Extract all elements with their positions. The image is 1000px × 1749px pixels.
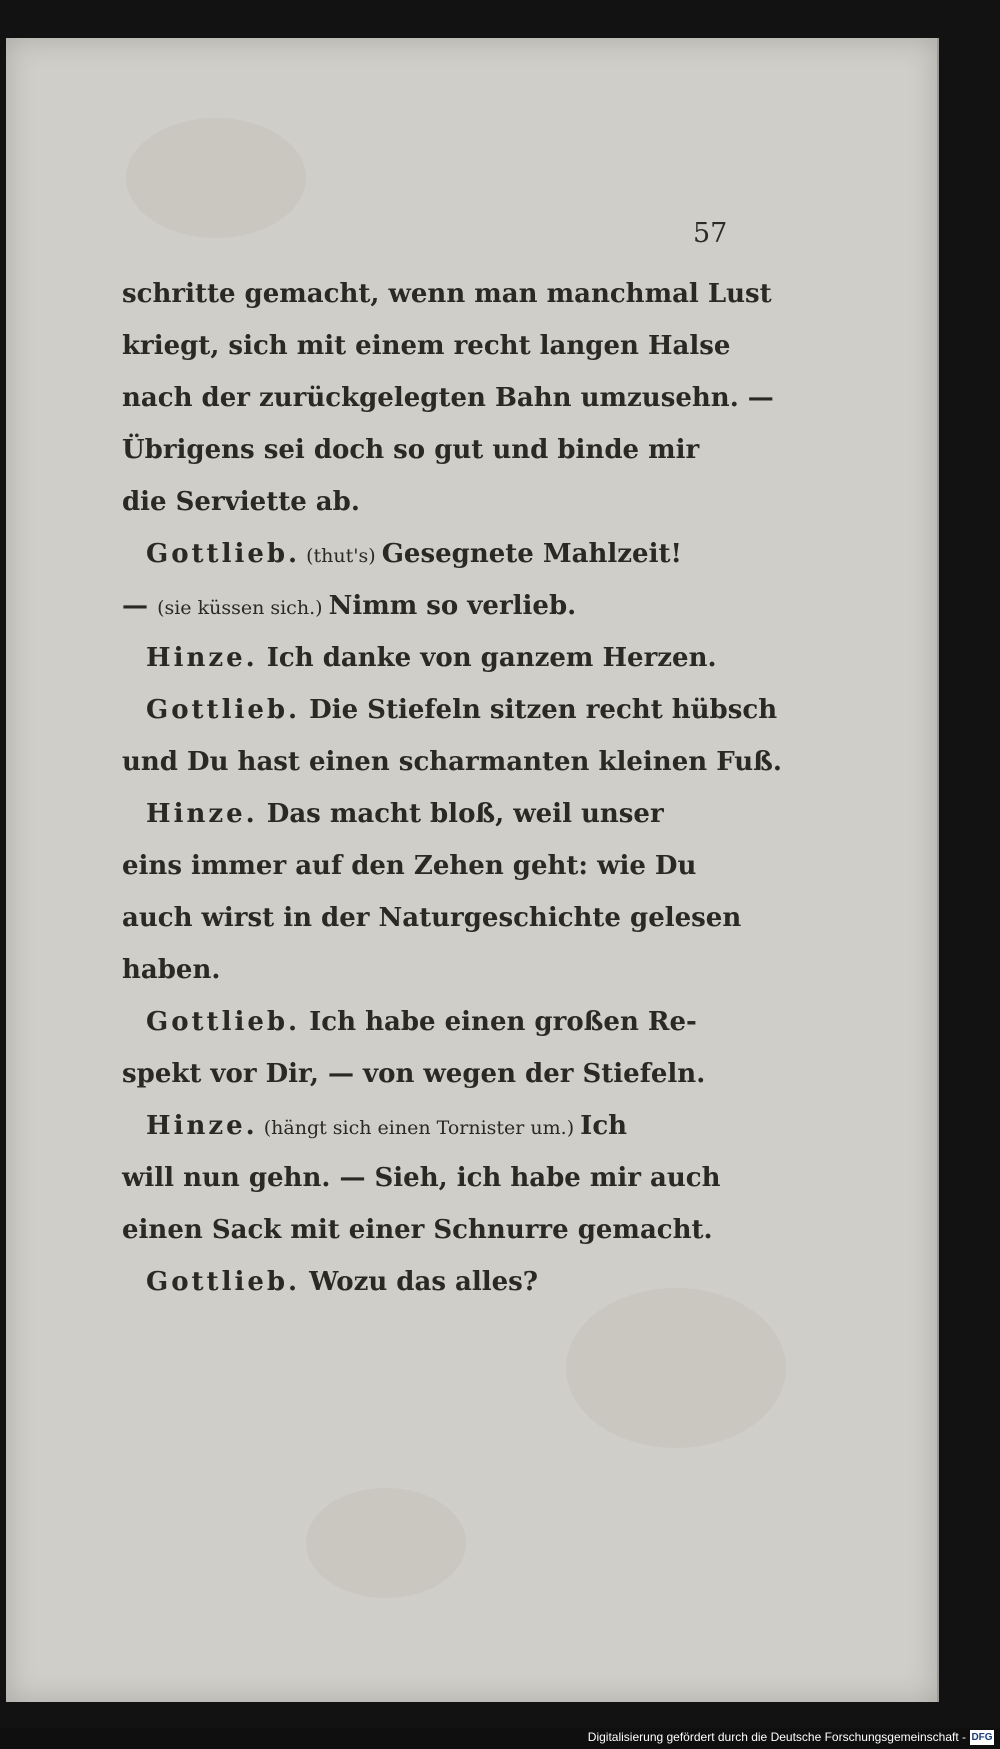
dfg-logo: DFG [971, 1732, 993, 1743]
text-line [122, 580, 732, 632]
paper-stain [566, 1288, 786, 1448]
line-text: die Serviette ab. [122, 487, 360, 517]
paper-stain [126, 118, 306, 238]
text-line [122, 1152, 732, 1204]
line-text: auch wirst in der Naturgeschichte gelesen [122, 903, 742, 933]
line-text: Ich danke von ganzem Herzen. [257, 643, 717, 673]
text-line [122, 632, 732, 684]
stage-direction: (hängt sich einen Tornister um.) [257, 1117, 581, 1139]
line-text: einen Sack mit einer Schnurre gemacht. [122, 1215, 713, 1245]
line-text: Nimm so verlieb. [328, 591, 577, 621]
line-text: eins immer auf den Zehen geht: wie Du [122, 851, 697, 881]
stage-direction: (thut's) [300, 545, 382, 567]
line-text: — [122, 591, 158, 621]
speaker-name: Gottlieb. [146, 1267, 301, 1297]
line-text: Übrigens sei doch so gut und binde mir [122, 435, 700, 465]
line-text: Ich [580, 1111, 628, 1141]
speaker-name: Hinze. [146, 799, 258, 829]
text-line [122, 268, 772, 320]
line-text: und Du hast einen scharmanten kleinen Fuß. [122, 747, 782, 777]
line-text: haben. [122, 955, 221, 985]
line-text: Wozu das alles? [300, 1267, 539, 1297]
text-line [122, 372, 774, 424]
speaker-name: Gottlieb. [146, 1007, 301, 1037]
line-text: Gesegnete Mahlzeit! [381, 539, 682, 569]
text-line [122, 944, 732, 996]
text-line [122, 684, 778, 736]
paper-stain [306, 1488, 466, 1598]
text-line [122, 476, 732, 528]
text-line [122, 1256, 732, 1308]
line-text: Das macht bloß, weil unser [257, 799, 664, 829]
speaker-name: Hinze. [146, 1111, 258, 1141]
speaker-name: Hinze. [146, 643, 258, 673]
text-line [122, 736, 782, 788]
speaker-name: Gottlieb. [146, 539, 301, 569]
text-line [122, 424, 732, 476]
line-text: will nun gehn. — Sieh, ich habe mir auch [122, 1163, 721, 1193]
line-text: spekt vor Dir, — von wegen der Stiefeln. [122, 1059, 706, 1089]
line-text: kriegt, sich mit einem recht langen Halse [122, 331, 731, 361]
page-body-text [122, 268, 782, 1308]
text-line [122, 892, 742, 944]
text-line [122, 996, 732, 1048]
text-line [122, 528, 732, 580]
page-number: 57 [693, 218, 728, 249]
speaker-name: Gottlieb. [146, 695, 301, 725]
funding-credit: Digitalisierung gefördert durch die Deutsche Forschungsgemeinschaft - [587, 1730, 966, 1744]
stage-direction: (sie küssen sich.) [157, 597, 329, 619]
text-line [122, 1048, 732, 1100]
line-text: Ich habe einen großen Re- [300, 1007, 697, 1037]
footer-bar [0, 1728, 1000, 1749]
text-line [122, 1100, 732, 1152]
text-line [122, 840, 732, 892]
line-text: nach der zurückgelegten Bahn umzusehn. — [122, 383, 774, 413]
line-text: schritte gemacht, wenn man manchmal Lust [122, 279, 772, 309]
line-text: Die Stiefeln sitzen recht hübsch [300, 695, 778, 725]
text-line [122, 1204, 732, 1256]
text-line [122, 320, 732, 372]
text-line [122, 788, 732, 840]
